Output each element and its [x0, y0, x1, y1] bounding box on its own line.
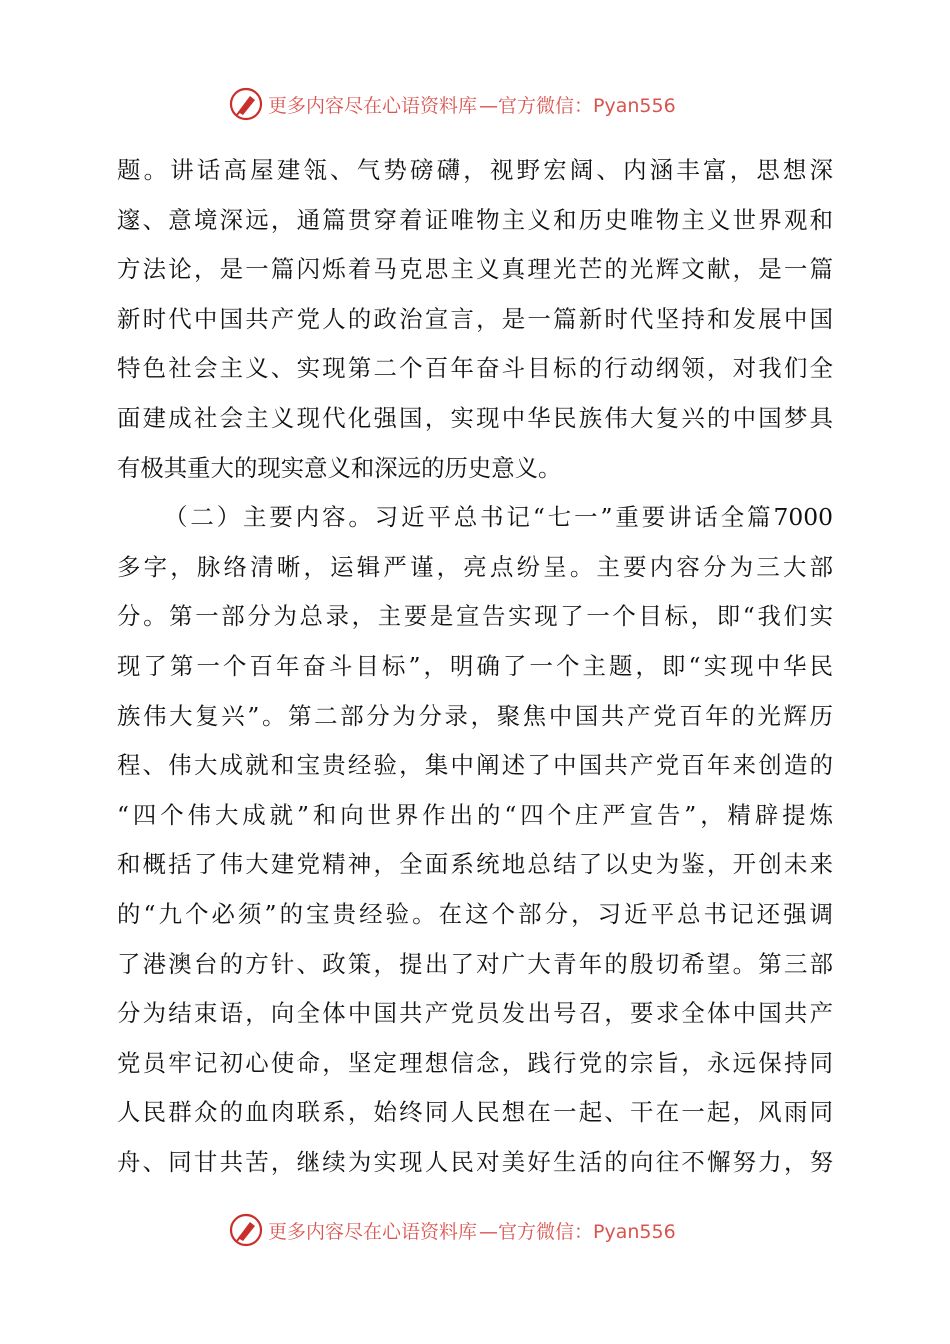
text-line: 面建成社会主义现代化强国，实现中华民族伟大复兴的中国梦具: [117, 403, 833, 432]
text-line: 现了第一个百年奋斗目标”，明确了一个主题，即“实现中华民: [117, 651, 833, 680]
body-text: [117, 146, 833, 1187]
text-line: 党员牢记初心使命，坚定理想信念，践行党的宗旨，永远保持同: [117, 1048, 833, 1077]
text-line: 族伟大复兴”。第二部分为分录，聚焦中国共产党百年的光辉历: [117, 701, 833, 730]
text-line: 的“九个必须”的宝贵经验。在这个部分，习近平总书记还强调: [117, 899, 833, 928]
wechat-text: —官方微信：Pyan556: [479, 1220, 676, 1243]
text-line: 了港澳台的方针、政策，提出了对广大青年的殷切希望。第三部: [117, 949, 833, 978]
pen-seal-icon: [228, 1212, 264, 1248]
site-name-text: 更多内容尽在心语资料库: [268, 94, 478, 117]
text-line: 舟、同甘共苦，继续为实现人民对美好生活的向往不懈努力，努: [117, 1147, 833, 1176]
text-line: 特色社会主义、实现第二个百年奋斗目标的行动纲领，对我们全: [117, 354, 833, 383]
text-line: 新时代中国共产党人的政治宣言，是一篇新时代坚持和发展中国: [117, 304, 833, 333]
header-watermark: [228, 84, 748, 124]
text-line: 有极其重大的现实意义和深远的历史意义。: [117, 453, 562, 482]
site-name-text: 更多内容尽在心语资料库: [268, 1220, 478, 1243]
footer-watermark: [228, 1210, 748, 1250]
text-line: 分为结束语，向全体中国共产党员发出号召，要求全体中国共产: [117, 999, 833, 1028]
text-line: 和概括了伟大建党精神，全面系统地总结了以史为鉴，开创未来: [117, 850, 833, 879]
wechat-text: —官方微信：Pyan556: [479, 94, 676, 117]
text-line: 邃、意境深远，通篇贯穿着证唯物主义和历史唯物主义世界观和: [117, 205, 833, 234]
text-line: “四个伟大成就”和向世界作出的“四个庄严宣告”，精辟提炼: [117, 800, 833, 829]
text-line: 方法论，是一篇闪烁着马克思主义真理光芒的光辉文献，是一篇: [117, 255, 833, 284]
text-line: 程、伟大成就和宝贵经验，集中阐述了中国共产党百年来创造的: [117, 751, 833, 780]
text-line: 多字，脉络清晰，运辑严谨，亮点纷呈。主要内容分为三大部: [117, 552, 833, 581]
paragraph-start-line: （二）主要内容。习近平总书记“七一”重要讲话全篇7000: [164, 503, 833, 532]
text-line: 分。第一部分为总录，主要是宣告实现了一个目标，即“我们实: [117, 602, 833, 631]
pen-seal-icon: [228, 86, 264, 122]
text-line: 人民群众的血肉联系，始终同人民想在一起、干在一起，风雨同: [117, 1098, 833, 1127]
text-line: 题。讲话高屋建瓴、气势磅礴，视野宏阔、内涵丰富，思想深: [117, 156, 833, 184]
